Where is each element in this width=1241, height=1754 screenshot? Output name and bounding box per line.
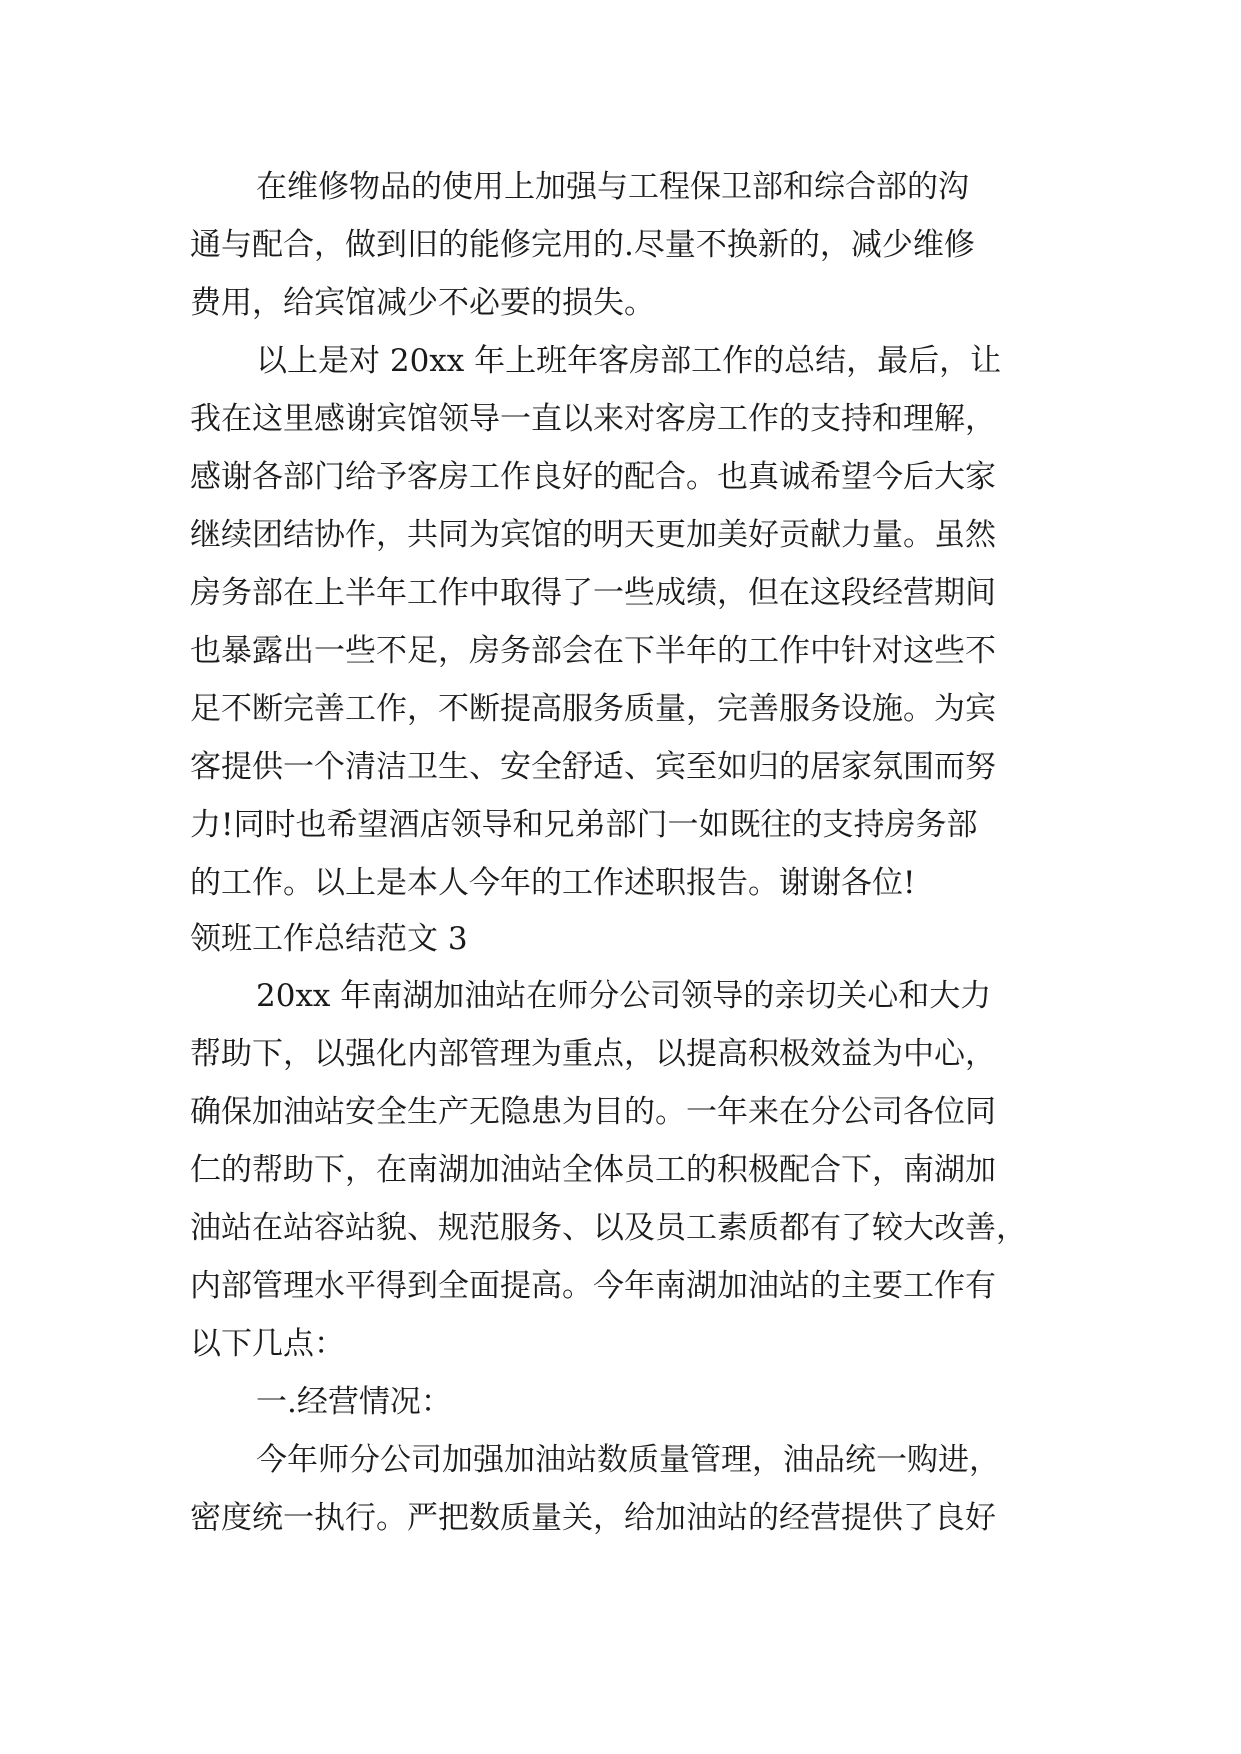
paragraph-line: 也暴露出一些不足，房务部会在下半年的工作中针对这些不 xyxy=(190,633,996,669)
paragraph-line: 帮助下，以强化内部管理为重点，以提高积极效益为中心， xyxy=(190,1036,996,1072)
paragraph-line: 继续团结协作，共同为宾馆的明天更加美好贡献力量。虽然 xyxy=(190,517,996,553)
paragraph-line: 仁的帮助下，在南湖加油站全体员工的积极配合下，南湖加 xyxy=(190,1152,996,1188)
section-title: 领班工作总结范文 3 xyxy=(190,921,468,957)
paragraph-line: 我在这里感谢宾馆领导一直以来对客房工作的支持和理解， xyxy=(190,401,996,437)
paragraph-line: 通与配合，做到旧的能修完用的.尽量不换新的，减少维修 xyxy=(190,227,975,263)
paragraph-line: 内部管理水平得到全面提高。今年南湖加油站的主要工作有 xyxy=(190,1268,996,1304)
paragraph-line: 今年师分公司加强加油站数质量管理，油品统一购进， xyxy=(256,1442,1000,1478)
paragraph-line: 确保加油站安全生产无隐患为目的。一年来在分公司各位同 xyxy=(190,1094,996,1130)
document-body xyxy=(190,158,1060,1547)
paragraph-line: 的工作。以上是本人今年的工作述职报告。谢谢各位! xyxy=(190,865,916,901)
paragraph-line: 感谢各部门给予客房工作良好的配合。也真诚希望今后大家 xyxy=(190,459,996,495)
paragraph-line: 客提供一个清洁卫生、安全舒适、宾至如归的居家氛围而努 xyxy=(190,749,996,785)
paragraph-line: 密度统一执行。严把数质量关，给加油站的经营提供了良好 xyxy=(190,1500,996,1536)
paragraph-line: 在维修物品的使用上加强与工程保卫部和综合部的沟 xyxy=(256,169,969,205)
paragraph-line: 足不断完善工作，不断提高服务质量，完善服务设施。为宾 xyxy=(190,691,996,727)
paragraph-line: 房务部在上半年工作中取得了一些成绩，但在这段经营期间 xyxy=(190,575,996,611)
paragraph-line: 油站在站容站貌、规范服务、以及员工素质都有了较大改善， xyxy=(190,1210,1027,1246)
paragraph-line: 费用，给宾馆减少不必要的损失。 xyxy=(190,285,655,321)
paragraph-line: 以上是对 20xx 年上班年客房部工作的总结，最后，让 xyxy=(256,343,1002,379)
paragraph-line: 力!同时也希望酒店领导和兄弟部门一如既往的支持房务部 xyxy=(190,807,978,843)
paragraph-line: 以下几点： xyxy=(190,1326,345,1362)
subsection-heading: 一.经营情况： xyxy=(256,1384,452,1420)
paragraph-line: 20xx 年南湖加油站在师分公司领导的亲切关心和大力 xyxy=(256,978,992,1014)
